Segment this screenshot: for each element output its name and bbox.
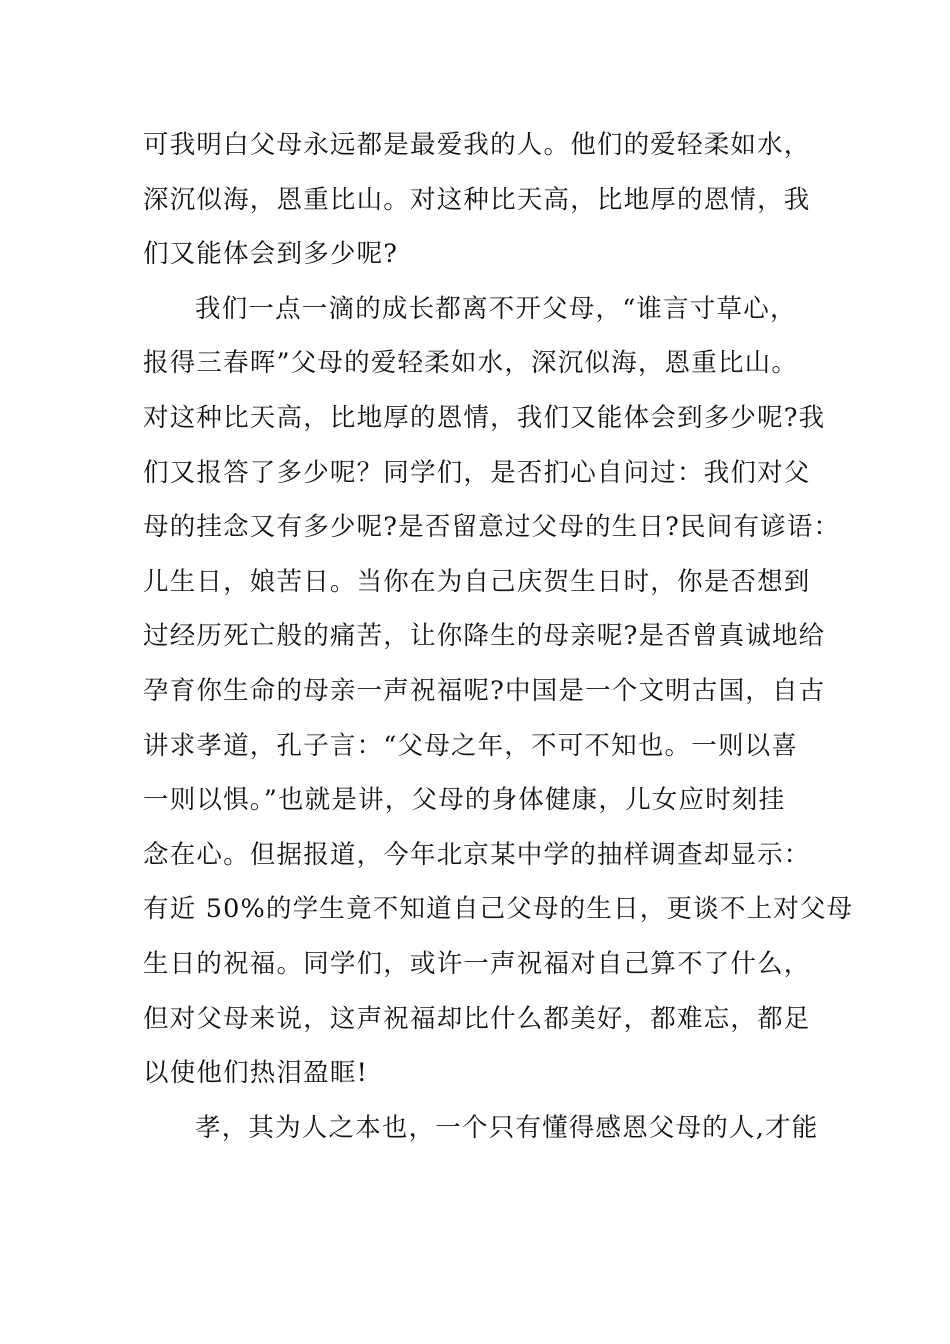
text-line: 过经历死亡般的痛苦，让你降生的母亲呢?是否曾真诚地给 — [143, 621, 826, 652]
text-line: 孝，其为人之本也，一个只有懂得感恩父母的人,才能 — [195, 1112, 819, 1143]
text-line: 母的挂念又有多少呢?是否留意过父母的生日?民间有谚语： — [143, 512, 841, 543]
text-line: 念在心。但据报道，今年北京某中学的抽样调查却显示： — [143, 839, 811, 870]
text-line: 儿生日，娘苦日。当你在为自己庆贺生日时，你是否想到 — [143, 566, 811, 597]
text-line: 们又报答了多少呢？同学们，是否扪心自问过：我们对父 — [143, 457, 811, 488]
paragraph-1 — [143, 124, 811, 288]
text-line: 我们一点一滴的成长都离不开父母，“谁言寸草心， — [195, 293, 797, 324]
text-line: 深沉似海，恩重比山。对这种比天高，比地厚的恩情，我 — [143, 184, 811, 215]
text-line: 讲求孝道，孔子言：“父母之年，不可不知也。一则以喜 — [143, 730, 799, 761]
text-line: 报得三春晖”父母的爱轻柔如水，深沉似海，恩重比山。 — [143, 348, 799, 379]
text-line: 对这种比天高，比地厚的恩情，我们又能体会到多少呢?我 — [143, 402, 826, 433]
text-line: 孕育你生命的母亲一声祝福呢?中国是一个文明古国，自古 — [143, 675, 826, 706]
text-line: 们又能体会到多少呢? — [143, 239, 399, 270]
text-line: 但对父母来说，这声祝福却比什么都美好，都难忘，都足 — [143, 1003, 811, 1034]
paragraph-2 — [143, 288, 854, 1107]
text-line: 生日的祝福。同学们，或许一声祝福对自己算不了什么， — [143, 948, 811, 979]
text-line: 可我明白父母永远都是最爱我的人。他们的爱轻柔如水， — [143, 130, 811, 160]
text-line: 一则以惧。”也就是讲，父母的身体健康，儿女应时刻挂 — [143, 785, 786, 816]
text-line: 以使他们热泪盈眶! — [143, 1058, 369, 1089]
document-page — [143, 124, 854, 1161]
text-line: 有近 50%的学生竟不知道自己父母的生日，更谈不上对父母 — [143, 894, 854, 925]
paragraph-3 — [143, 1107, 819, 1162]
